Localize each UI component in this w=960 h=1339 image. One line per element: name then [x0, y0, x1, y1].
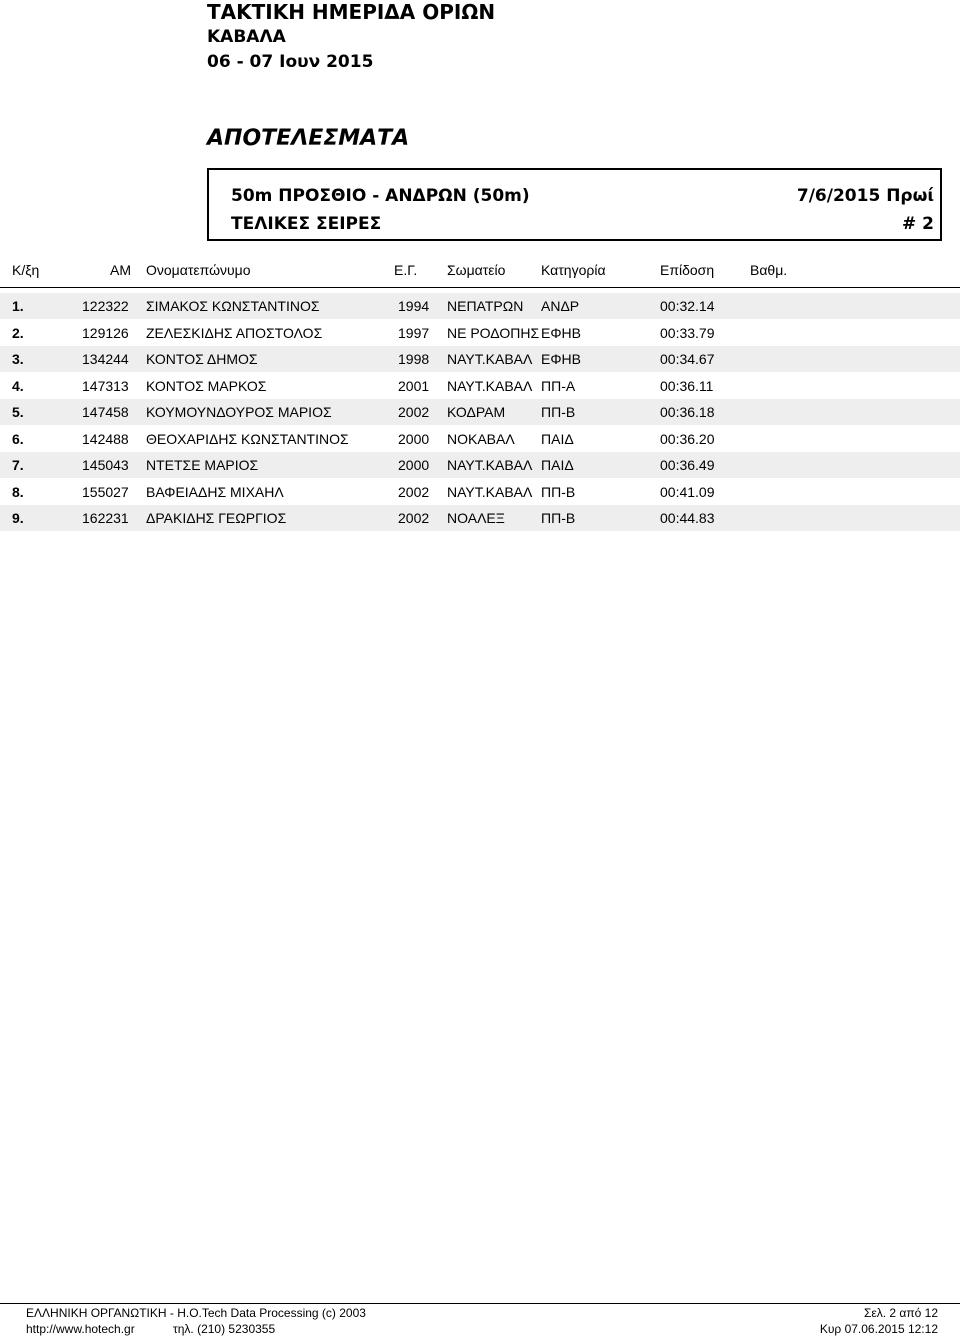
cell-category: ΕΦΗΒ: [541, 324, 581, 341]
cell-year: 2000: [398, 457, 430, 473]
cell-club: ΚΟΔΡΑΜ: [447, 404, 506, 420]
cell-club: ΝΟΑΛΕΞ: [447, 510, 505, 526]
event-date-session: 7/6/2015 Πρωί: [796, 186, 934, 206]
cell-category: ΠΠ-Β: [541, 404, 576, 420]
footer-website: http://www.hotech.gr: [26, 1322, 135, 1336]
header-rule: [0, 287, 960, 288]
event-name: 50m ΠΡΟΣΘΙΟ - ΑΝΔΡΩΝ (50m): [231, 186, 530, 206]
meet-dates: 06 - 07 Ιουν 2015: [207, 52, 374, 72]
cell-time: 00:34.67: [660, 351, 715, 367]
cell-club: ΝΕΠΑΤΡΩΝ: [447, 298, 524, 314]
cell-year: 1994: [398, 298, 430, 314]
footer-page: Σελ. 2 από 12: [863, 1306, 938, 1320]
cell-year: 2002: [398, 483, 430, 500]
cell-am: 129126: [82, 324, 129, 341]
cell-time: 00:44.83: [660, 510, 715, 526]
cell-time: 00:36.18: [660, 404, 715, 420]
cell-am: 147458: [82, 404, 129, 420]
cell-year: 2002: [398, 510, 430, 526]
table-row: [0, 320, 960, 346]
col-time: Επίδοση: [660, 262, 715, 278]
cell-year: 1997: [398, 324, 430, 341]
cell-rank: 6.: [12, 430, 24, 447]
cell-am: 134244: [82, 351, 129, 367]
event-box: [207, 168, 942, 241]
meet-title: ΤΑΚΤΙΚΗ ΗΜΕΡΙΔΑ ΟΡΙΩΝ: [207, 0, 496, 24]
cell-time: 00:36.20: [660, 430, 715, 447]
event-round: ΤΕΛΙΚΕΣ ΣΕΙΡΕΣ: [231, 214, 382, 234]
cell-name: ΚΟΝΤΟΣ ΜΑΡΚΟΣ: [146, 377, 267, 394]
cell-category: ΕΦΗΒ: [541, 351, 581, 367]
col-category: Κατηγορία: [541, 262, 606, 278]
cell-club: ΝΑΥΤ.ΚΑΒΑΛ: [447, 483, 533, 500]
cell-category: ΠΠ-Β: [541, 483, 576, 500]
col-club: Σωματείο: [447, 262, 506, 278]
table-row: [0, 479, 960, 505]
cell-name: ΔΡΑΚΙΔΗΣ ΓΕΩΡΓΙΟΣ: [146, 510, 287, 526]
cell-time: 00:36.49: [660, 457, 715, 473]
cell-rank: 3.: [12, 351, 24, 367]
footer-rule: [0, 1303, 960, 1304]
table-row: [0, 452, 960, 478]
cell-am: 147313: [82, 377, 129, 394]
cell-time: 00:41.09: [660, 483, 715, 500]
cell-rank: 1.: [12, 298, 24, 314]
col-am: ΑΜ: [110, 262, 131, 278]
cell-time: 00:33.79: [660, 324, 715, 341]
cell-year: 2002: [398, 404, 430, 420]
cell-club: ΝΕ ΡΟΔΟΠΗΣ: [447, 324, 540, 341]
cell-club: ΝΑΥΤ.ΚΑΒΑΛ: [447, 457, 533, 473]
cell-name: ΚΟΥΜΟΥΝΔΟΥΡΟΣ ΜΑΡΙΟΣ: [146, 404, 332, 420]
cell-name: ΖΕΛΕΣΚΙΔΗΣ ΑΠΟΣΤΟΛΟΣ: [146, 324, 323, 341]
col-rank: Κ/ξη: [12, 262, 40, 278]
table-row: [0, 293, 960, 319]
footer-printed: Κυρ 07.06.2015 12:12: [819, 1322, 938, 1336]
cell-rank: 5.: [12, 404, 24, 420]
table-row: [0, 373, 960, 399]
cell-club: ΝΑΥΤ.ΚΑΒΑΛ: [447, 351, 533, 367]
meet-city: ΚΑΒΑΛΑ: [207, 27, 286, 47]
cell-name: ΝΤΕΤΣΕ ΜΑΡΙΟΣ: [146, 457, 259, 473]
table-row: [0, 399, 960, 425]
footer-phone: τηλ. (210) 5230355: [173, 1322, 276, 1336]
table-row: [0, 505, 960, 531]
cell-time: 00:32.14: [660, 298, 715, 314]
cell-am: 122322: [82, 298, 129, 314]
cell-club: ΝΑΥΤ.ΚΑΒΑΛ: [447, 377, 533, 394]
cell-name: ΚΟΝΤΟΣ ΔΗΜΟΣ: [146, 351, 258, 367]
cell-club: ΝΟΚΑΒΑΛ: [447, 430, 515, 447]
cell-rank: 8.: [12, 483, 24, 500]
cell-year: 1998: [398, 351, 430, 367]
cell-am: 162231: [82, 510, 129, 526]
cell-rank: 2.: [12, 324, 24, 341]
cell-am: 155027: [82, 483, 129, 500]
cell-name: ΘΕΟΧΑΡΙΔΗΣ ΚΩΝΣΤΑΝΤΙΝΟΣ: [146, 430, 349, 447]
cell-rank: 9.: [12, 510, 24, 526]
cell-rank: 7.: [12, 457, 24, 473]
cell-category: ΑΝΔΡ: [541, 298, 580, 314]
cell-am: 142488: [82, 430, 129, 447]
footer-org: ΕΛΛΗΝΙΚΗ ΟΡΓΑΝΩΤΙΚΗ - Η.Ο.Tech Data Processing (c) 2003: [26, 1306, 366, 1320]
cell-name: ΒΑΦΕΙΑΔΗΣ ΜΙΧΑΗΛ: [146, 483, 284, 500]
cell-am: 145043: [82, 457, 129, 473]
col-name: Ονοματεπώνυμο: [146, 262, 251, 278]
cell-year: 2001: [398, 377, 430, 394]
event-heat: # 2: [902, 214, 934, 234]
cell-time: 00:36.11: [660, 377, 714, 394]
table-row: [0, 426, 960, 452]
cell-name: ΣΙΜΑΚΟΣ ΚΩΝΣΤΑΝΤΙΝΟΣ: [146, 298, 320, 314]
cell-rank: 4.: [12, 377, 24, 394]
cell-year: 2000: [398, 430, 430, 447]
cell-category: ΠΠ-Α: [541, 377, 576, 394]
cell-category: ΠΑΙΔ: [541, 430, 574, 447]
col-points: Βαθμ.: [750, 262, 788, 278]
col-year: Ε.Γ.: [394, 262, 418, 278]
table-row: [0, 346, 960, 372]
cell-category: ΠΠ-Β: [541, 510, 576, 526]
cell-category: ΠΑΙΔ: [541, 457, 574, 473]
results-title: ΑΠΟΤΕΛΕΣΜΑΤΑ: [207, 126, 410, 151]
